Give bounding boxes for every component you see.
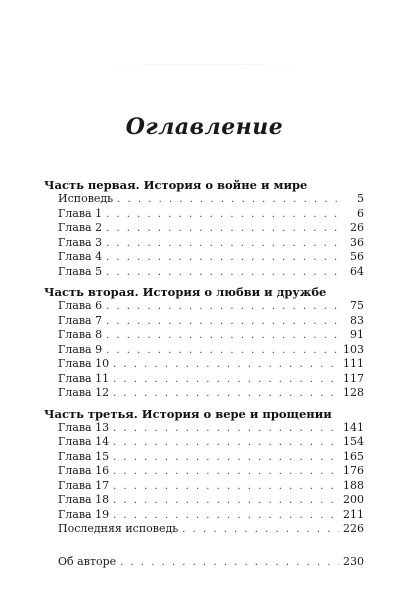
part-heading-1: Часть первая. История о войне и мире — [44, 178, 308, 192]
toc-entry[interactable] — [44, 450, 364, 465]
toc-entry[interactable] — [44, 372, 364, 387]
dot-leader — [113, 494, 339, 509]
entry-label: Последняя исповедь — [58, 522, 179, 535]
dot-leader — [106, 315, 340, 330]
entry-label: Глава 17 — [58, 478, 110, 492]
entry-page: 64 — [350, 264, 364, 278]
dot-leader — [113, 451, 339, 466]
toc-entry[interactable] — [44, 207, 364, 222]
dot-leader — [106, 208, 340, 223]
entry-label: Глава 3 — [58, 235, 103, 249]
toc-entry[interactable] — [44, 421, 364, 436]
entry-label: Глава 18 — [58, 493, 110, 506]
entry-label: Об авторе — [58, 554, 117, 568]
dot-leader — [106, 251, 340, 266]
entry-page: 176 — [343, 464, 364, 477]
toc-entry[interactable] — [44, 479, 364, 494]
entry-label: Глава 2 — [58, 221, 103, 234]
entry-page: 226 — [343, 522, 364, 535]
dot-leader — [113, 358, 339, 373]
entry-label: Глава 19 — [58, 507, 110, 521]
toc-entry[interactable] — [44, 221, 364, 236]
entry-label: Глава 11 — [58, 371, 110, 385]
entry-page: 103 — [343, 342, 364, 356]
entry-label: Глава 13 — [58, 420, 110, 434]
dot-leader — [113, 373, 339, 388]
entry-page: 211 — [343, 507, 364, 521]
entry-label: Глава 10 — [58, 357, 110, 370]
entry-page: 91 — [350, 328, 364, 341]
entry-page: 230 — [343, 554, 364, 568]
entry-label: Исповедь — [58, 192, 114, 205]
toc-entry[interactable] — [44, 299, 364, 314]
entry-page: 5 — [357, 192, 364, 205]
entry-label: Глава 1 — [58, 206, 103, 220]
entry-page: 26 — [350, 221, 364, 234]
entry-label: Глава 4 — [58, 250, 103, 263]
toc-entry[interactable] — [44, 386, 364, 401]
entry-page: 165 — [343, 449, 364, 463]
toc-entry[interactable] — [44, 250, 364, 265]
entry-label: Глава 16 — [58, 464, 110, 477]
toc-entry[interactable] — [44, 508, 364, 523]
toc-title: Оглавление — [125, 114, 284, 140]
entry-page: 75 — [350, 299, 364, 312]
spacer — [44, 537, 364, 555]
entry-page: 141 — [343, 420, 364, 434]
part-heading-2: Часть вторая. История о любви и дружбе — [44, 285, 327, 299]
toc-entry[interactable] — [44, 314, 364, 329]
toc-entry[interactable] — [44, 328, 364, 343]
entry-label: Глава 8 — [58, 328, 103, 341]
entry-page: 188 — [343, 478, 364, 492]
dot-leader — [106, 222, 340, 237]
entry-label: Глава 12 — [58, 386, 110, 399]
toc-entry[interactable] — [44, 236, 364, 251]
entry-page: 117 — [343, 371, 364, 385]
toc-entry[interactable] — [44, 357, 364, 372]
entry-page: 6 — [357, 206, 364, 220]
entry-page: 83 — [350, 313, 364, 327]
entry-label: Глава 14 — [58, 435, 110, 448]
dot-leader — [117, 193, 340, 208]
entry-label: Глава 7 — [58, 313, 103, 327]
dot-leader — [106, 300, 340, 315]
dot-leader — [182, 523, 339, 538]
entry-page: 111 — [343, 357, 364, 370]
entry-label: Глава 6 — [58, 299, 103, 312]
toc-entry[interactable] — [44, 522, 364, 537]
dot-leader — [106, 329, 340, 344]
table-of-contents — [44, 178, 364, 569]
entry-label: Глава 5 — [58, 264, 103, 278]
dot-leader — [106, 344, 339, 359]
toc-entry[interactable] — [44, 493, 364, 508]
dot-leader — [120, 556, 339, 571]
toc-entry[interactable] — [44, 265, 364, 280]
toc-entry[interactable] — [44, 464, 364, 479]
entry-label: Глава 15 — [58, 449, 110, 463]
entry-page: 154 — [343, 435, 364, 448]
dot-leader — [113, 387, 339, 402]
dot-leader — [113, 509, 339, 524]
toc-entry[interactable] — [44, 192, 364, 207]
dot-leader — [106, 237, 340, 252]
entry-label: Глава 9 — [58, 342, 103, 356]
toc-entry-about-author[interactable] — [44, 555, 364, 570]
toc-entry[interactable] — [44, 435, 364, 450]
dot-leader — [113, 422, 339, 437]
dot-leader — [113, 465, 339, 480]
entry-page: 200 — [343, 493, 364, 506]
entry-page: 56 — [350, 250, 364, 263]
dot-leader — [113, 480, 339, 495]
entry-page: 36 — [350, 235, 364, 249]
dot-leader — [113, 436, 339, 451]
dot-leader — [106, 266, 340, 281]
part-heading-3: Часть третья. История о вере и прощении — [44, 406, 332, 421]
toc-entry[interactable] — [44, 343, 364, 358]
decorative-rule — [104, 64, 304, 65]
entry-page: 128 — [343, 386, 364, 399]
